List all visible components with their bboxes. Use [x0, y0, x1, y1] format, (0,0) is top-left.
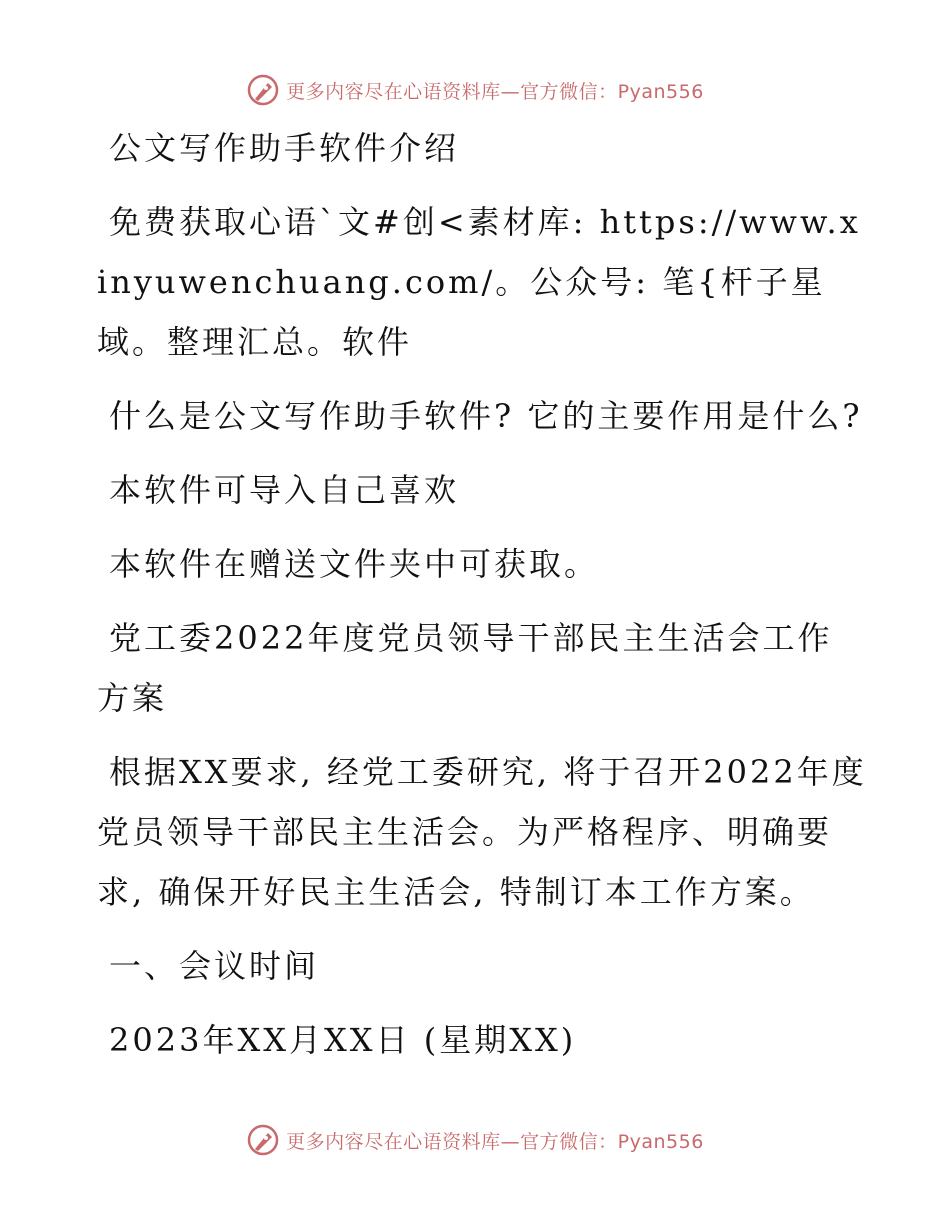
doc-title: 公文写作助手软件介绍	[109, 129, 460, 167]
section-heading-meeting-time: 一、会议时间	[109, 947, 320, 985]
watermark-text: 更多内容尽在心语资料库—官方微信：Pyan556	[286, 80, 704, 103]
question-paragraph: 什么是公文写作助手软件? 它的主要作用是什么?	[109, 397, 863, 435]
meeting-date: 2023年XX月XX日 (星期XX)	[109, 1021, 577, 1059]
source-note: 免费获取心语`文#创<素材库: https://www.xinyuwenchuang.com/。公众号: 笔{杆子星域。整理汇总。软件	[97, 203, 861, 361]
footer-watermark	[0, 1120, 950, 1160]
plan-title: 党工委2022年度党员领导干部民主生活会工作方案	[97, 619, 833, 717]
folder-note: 本软件在赠送文件夹中可获取。	[109, 545, 600, 583]
pen-nib-logo-icon	[246, 1123, 280, 1157]
watermark-text: 更多内容尽在心语资料库—官方微信：Pyan556	[286, 1130, 704, 1153]
import-note: 本软件可导入自己喜欢	[109, 471, 460, 509]
plan-intro: 根据XX要求, 经党工委研究, 将于召开2022年度党员领导干部民主生活会。为严格程序、明确要求, 确保开好民主生活会, 特制订本工作方案。	[97, 753, 867, 911]
document-body	[97, 118, 867, 1084]
header-watermark	[0, 70, 950, 110]
pen-nib-logo-icon	[246, 73, 280, 107]
